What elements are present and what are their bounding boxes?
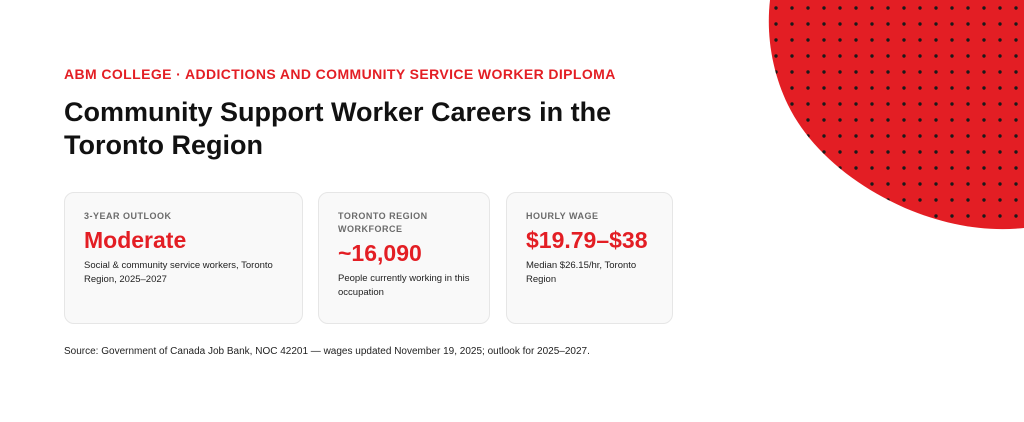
stat-description: Social & community service workers, Toronto Region, 2025–2027 bbox=[84, 260, 273, 285]
source-note: Source: Government of Canada Job Bank, NOC 42201 — wages updated November 19, 2025; outlook for 2025–2027. bbox=[64, 346, 590, 357]
stat-label: HOURLY WAGE bbox=[526, 211, 599, 221]
page-title: Community Support Worker Careers in the Toronto Region bbox=[64, 97, 612, 160]
stat-card-wage bbox=[506, 192, 673, 324]
stat-label: 3-YEAR OUTLOOK bbox=[84, 211, 172, 221]
stat-value: $19.79–$38 bbox=[526, 227, 648, 253]
stat-description: Median $26.15/hr, Toronto Region bbox=[526, 260, 637, 285]
stat-value: ~16,090 bbox=[338, 240, 422, 266]
stat-value: Moderate bbox=[84, 227, 187, 253]
stat-card-workforce bbox=[318, 192, 490, 324]
stat-label: TORONTO REGION WORKFORCE bbox=[338, 211, 428, 234]
stat-description: People currently working in this occupation bbox=[338, 273, 470, 298]
program-eyebrow: ABM COLLEGE · ADDICTIONS AND COMMUNITY SERVICE WORKER DIPLOMA bbox=[64, 66, 616, 82]
stat-card-outlook bbox=[64, 192, 303, 324]
